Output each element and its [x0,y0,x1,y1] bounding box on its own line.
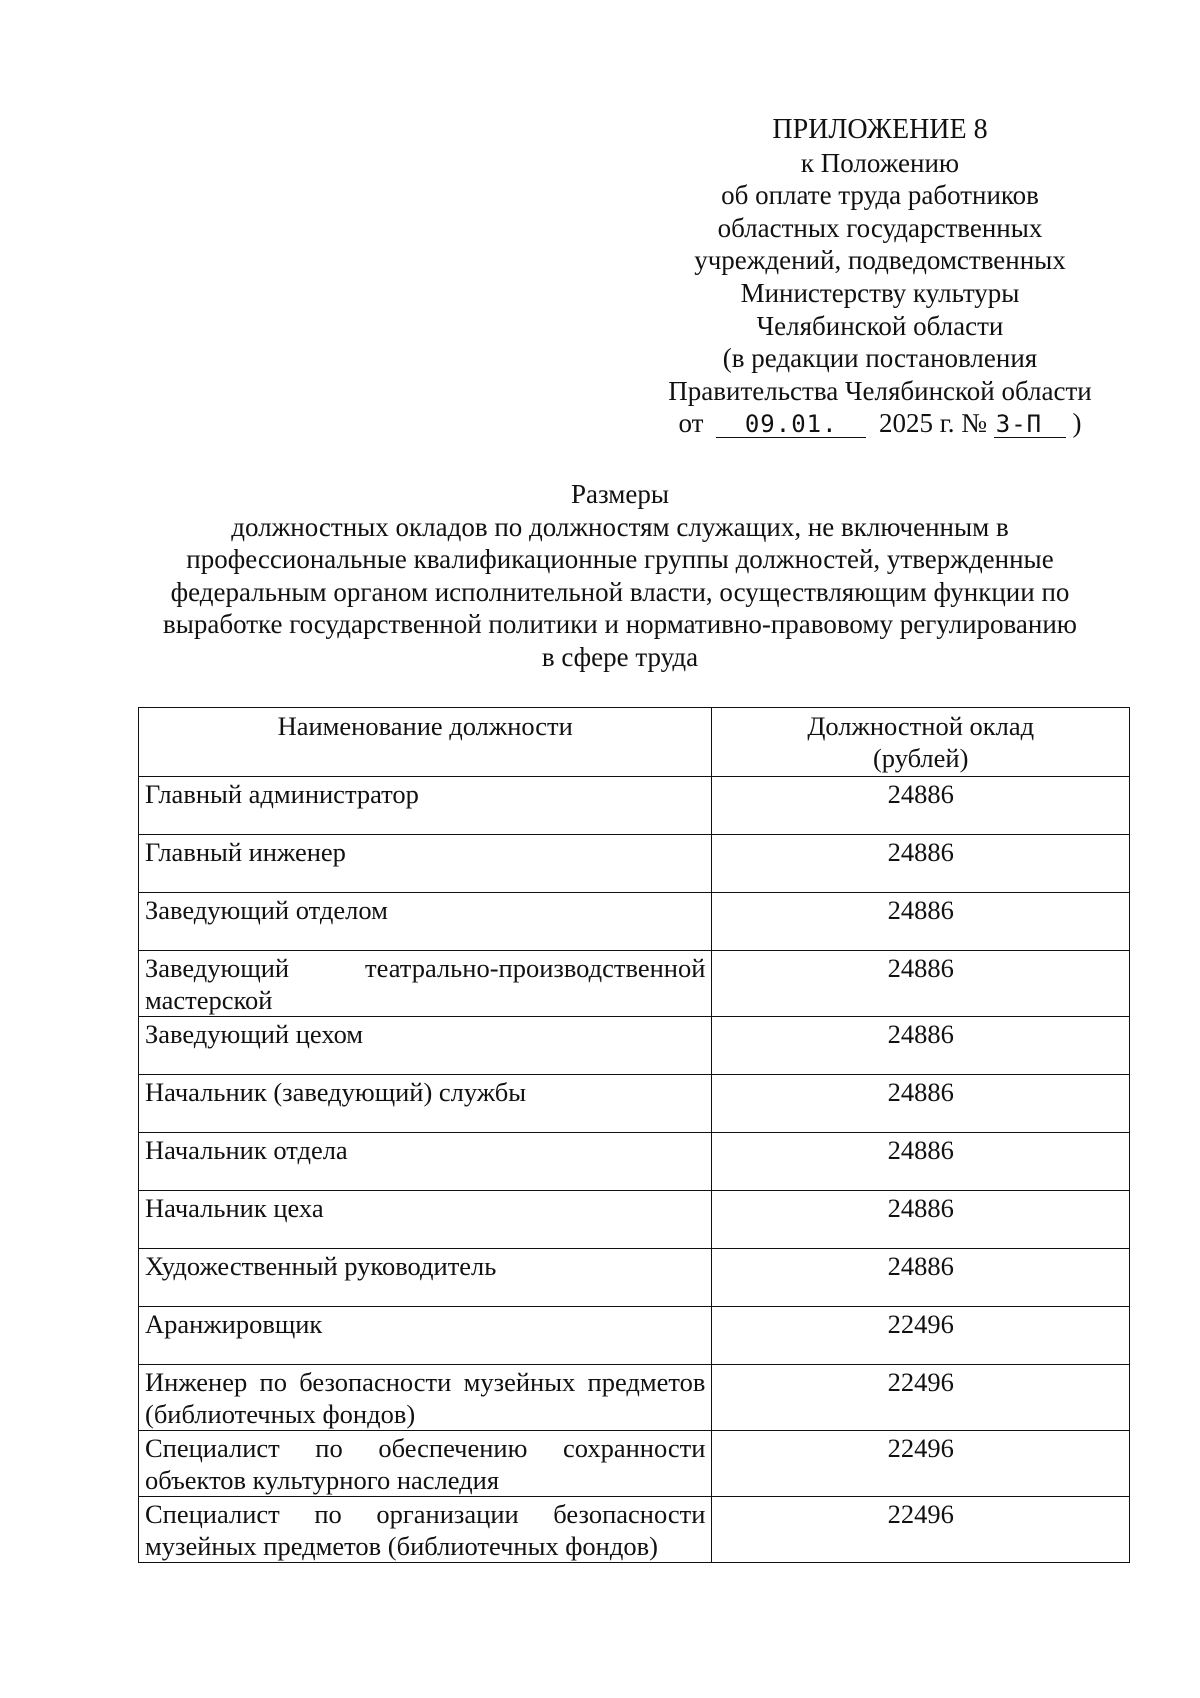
salary-value: 24886 [712,1075,1130,1133]
appendix-line: к Положению [800,147,960,178]
table-row [139,951,1130,1017]
heading-line: федеральным органом исполнительной власти, осуществляющим функции по [170,576,1070,607]
salary-value: 24886 [712,1249,1130,1307]
heading-line: должностных окладов по должностям служащих, не включенным в [231,511,1009,542]
position-name: Инженер по безопасности музейных предметов (библиотечных фондов) [139,1365,712,1431]
salary-header [712,708,1130,777]
position-name: Главный инженер [139,835,712,893]
table-row [139,893,1130,951]
heading-title: Размеры [571,479,669,509]
close-paren: ) [1072,408,1082,439]
appendix-line: Правительства Челябинской области [668,375,1092,406]
resolution-date-line [620,407,1140,440]
position-name: Специалист по организации безопасности музейных предметов (библиотечных фондов) [139,1497,712,1563]
table-row [139,1017,1130,1075]
year-text: 2025 г. № [878,408,987,439]
date-prefix: от [678,408,704,439]
position-name: Начальник отдела [139,1133,712,1191]
appendix-line: (в редакции постановления [722,343,1038,374]
table-row [139,777,1130,835]
salary-header-unit: (рублей) [872,743,969,773]
appendix-line: Министерству культуры [740,277,1020,308]
position-name: Главный администратор [139,777,712,835]
position-name-header: Наименование должности [139,708,712,777]
salary-value: 24886 [712,893,1130,951]
table-header-row [139,708,1130,777]
table-row [139,1191,1130,1249]
table-row [139,1133,1130,1191]
position-name: Заведующий отделом [139,893,712,951]
salary-header-line: Должностной оклад [807,711,1035,741]
salary-value: 22496 [712,1431,1130,1497]
heading-line: в сфере труда [541,641,699,672]
salary-table [138,707,1130,1563]
table-row [139,1431,1130,1497]
table-row [139,835,1130,893]
appendix-line: областных государственных [717,212,1043,243]
salary-value: 22496 [712,1497,1130,1563]
salary-value: 22496 [712,1307,1130,1365]
position-name: Специалист по обеспечению сохранности объектов культурного наследия [139,1431,712,1497]
position-name: Художественный руководитель [139,1249,712,1307]
resolution-number-field: 3-П [994,411,1066,438]
salary-value: 22496 [712,1365,1130,1431]
position-name: Аранжировщик [139,1307,712,1365]
document-heading [110,478,1130,674]
salary-value: 24886 [712,835,1130,893]
appendix-line: об оплате труда работников [721,180,1039,211]
position-name: Заведующий театрально-производственной мастерской [139,951,712,1017]
position-name: Заведующий цехом [139,1017,712,1075]
heading-line: выработке государственной политики и нормативно-правовому регулированию [163,609,1077,640]
appendix-header [620,114,1140,440]
table-row [139,1249,1130,1307]
table-row [139,1365,1130,1431]
salary-value: 24886 [712,777,1130,835]
salary-value: 24886 [712,1017,1130,1075]
resolution-date-field: 09.01. [716,411,866,438]
position-name: Начальник (заведующий) службы [139,1075,712,1133]
appendix-line: Челябинской области [756,310,1004,341]
position-name: Начальник цеха [139,1191,712,1249]
salary-value: 24886 [712,1191,1130,1249]
table-row [139,1075,1130,1133]
table-row [139,1497,1130,1563]
salary-value: 24886 [712,951,1130,1017]
appendix-line: учреждений, подведомственных [694,245,1066,276]
salary-value: 24886 [712,1133,1130,1191]
heading-line: профессиональные квалификационные группы должностей, утвержденные [186,544,1054,575]
table-row [139,1307,1130,1365]
appendix-title: ПРИЛОЖЕНИЕ 8 [772,114,988,145]
